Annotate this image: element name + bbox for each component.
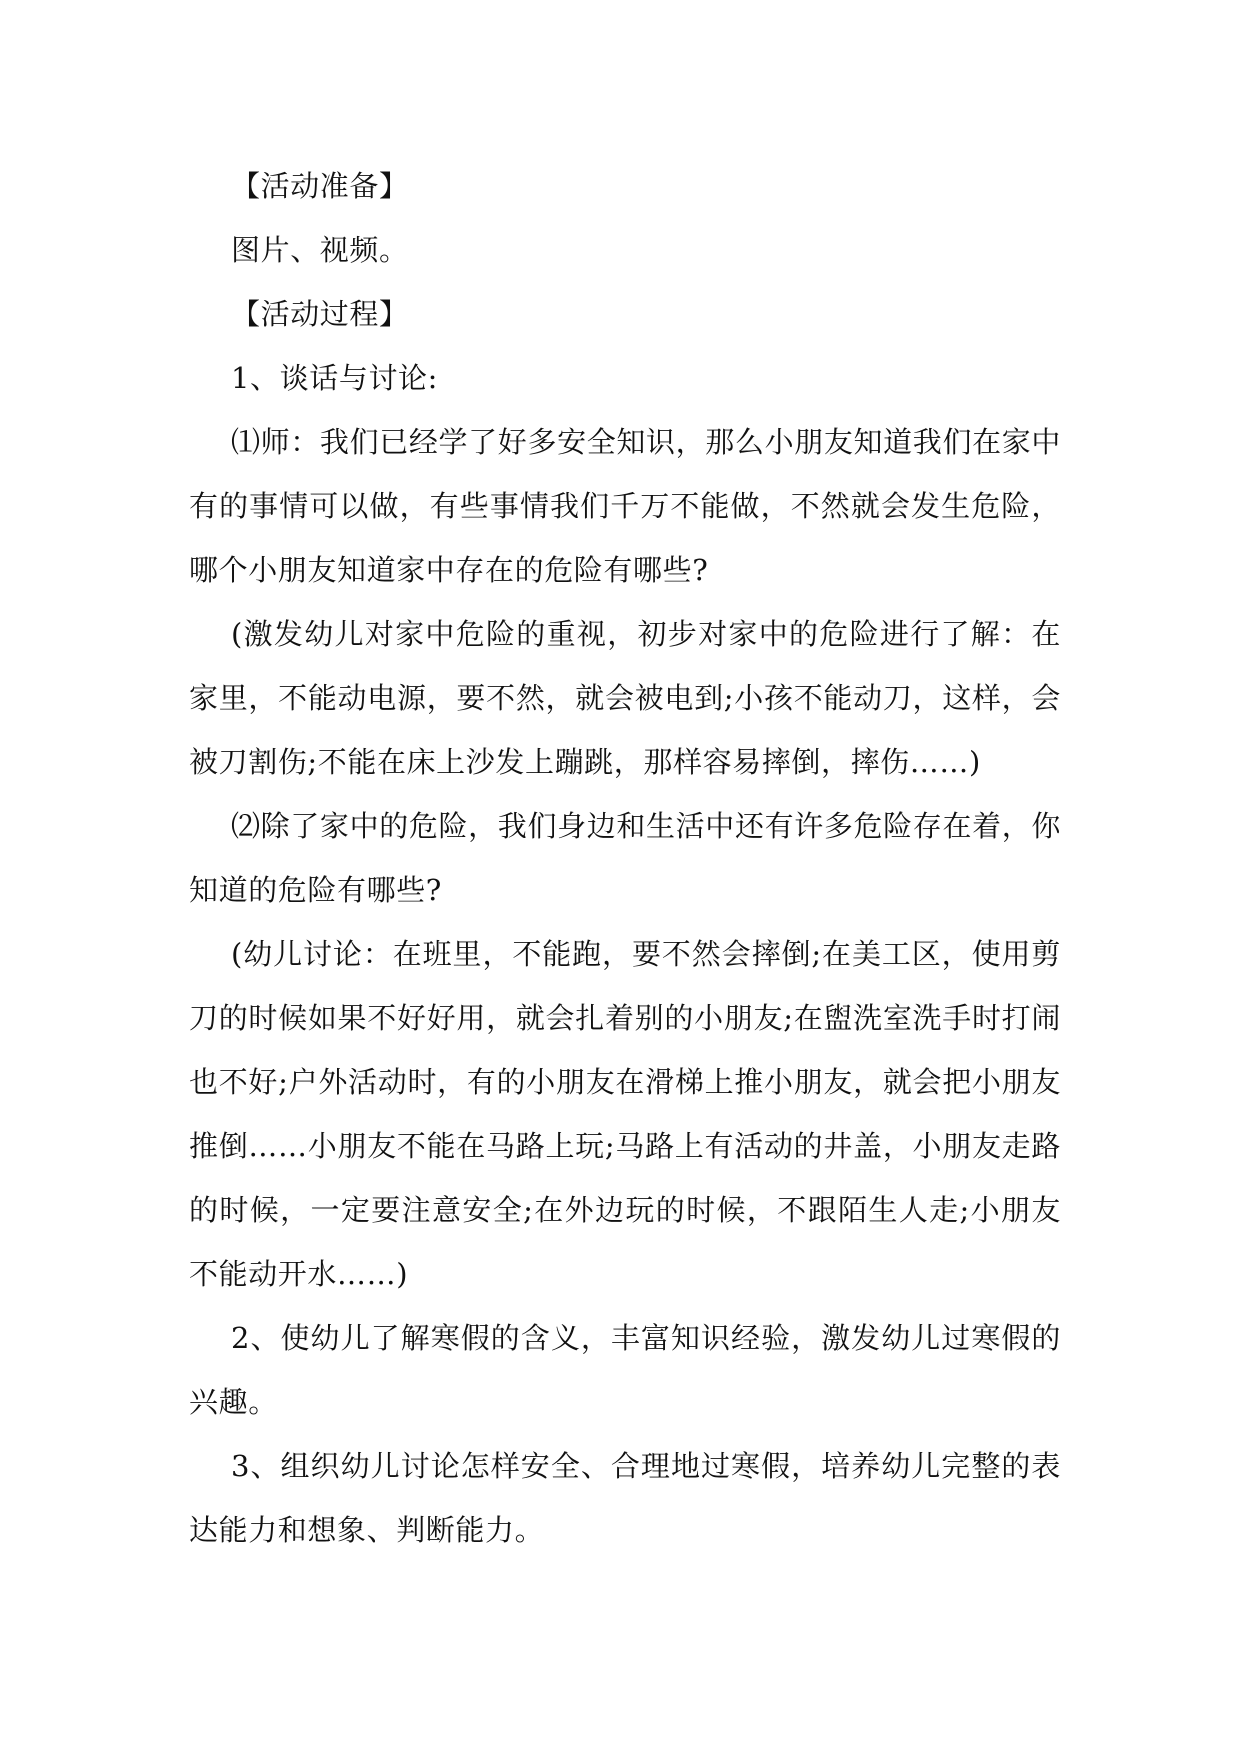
- section-heading-process: 【活动过程】: [231, 297, 409, 331]
- paragraph-teacher-question-2: ⑵除了家中的危险，我们身边和生活中还有许多危险存在着，你知道的危险有哪些?: [189, 809, 1061, 907]
- paragraph-home-dangers-note: (激发幼儿对家中危险的重视，初步对家中的危险进行了解：在家里，不能动电源，要不然，就会被电到;小孩不能动刀，这样，会被刀割伤;不能在床上沙发上蹦跳，那样容易摔倒，摔伤……): [189, 617, 1061, 779]
- section-heading-preparation: 【活动准备】: [231, 169, 409, 203]
- paragraph-step-1-title: 1、谈话与讨论:: [231, 361, 439, 395]
- paragraph-step-3: 3、组织幼儿讨论怎样安全、合理地过寒假，培养幼儿完整的表达能力和想象、判断能力。: [189, 1449, 1061, 1547]
- paragraph-teacher-question-1: ⑴师：我们已经学了好多安全知识，那么小朋友知道我们在家中有的事情可以做，有些事情我们千万不能做，不然就会发生危险，哪个小朋友知道家中存在的危险有哪些?: [189, 425, 1061, 587]
- document-body: [189, 154, 1061, 1562]
- paragraph-children-discussion: (幼儿讨论：在班里，不能跑，要不然会摔倒;在美工区，使用剪刀的时候如果不好好用，就会扎着别的小朋友;在盥洗室洗手时打闹也不好;户外活动时，有的小朋友在滑梯上推小朋友，就会把小朋友推倒……小朋友不能在马路上玩;马路上有活动的井盖，小朋友走路的时候，一定要注意安全;在外边玩的时候，不跟陌生人走;小朋友不能动开水……): [189, 937, 1061, 1291]
- paragraph-materials: 图片、视频。: [231, 233, 409, 267]
- paragraph-step-2: 2、使幼儿了解寒假的含义，丰富知识经验，激发幼儿过寒假的兴趣。: [189, 1321, 1061, 1419]
